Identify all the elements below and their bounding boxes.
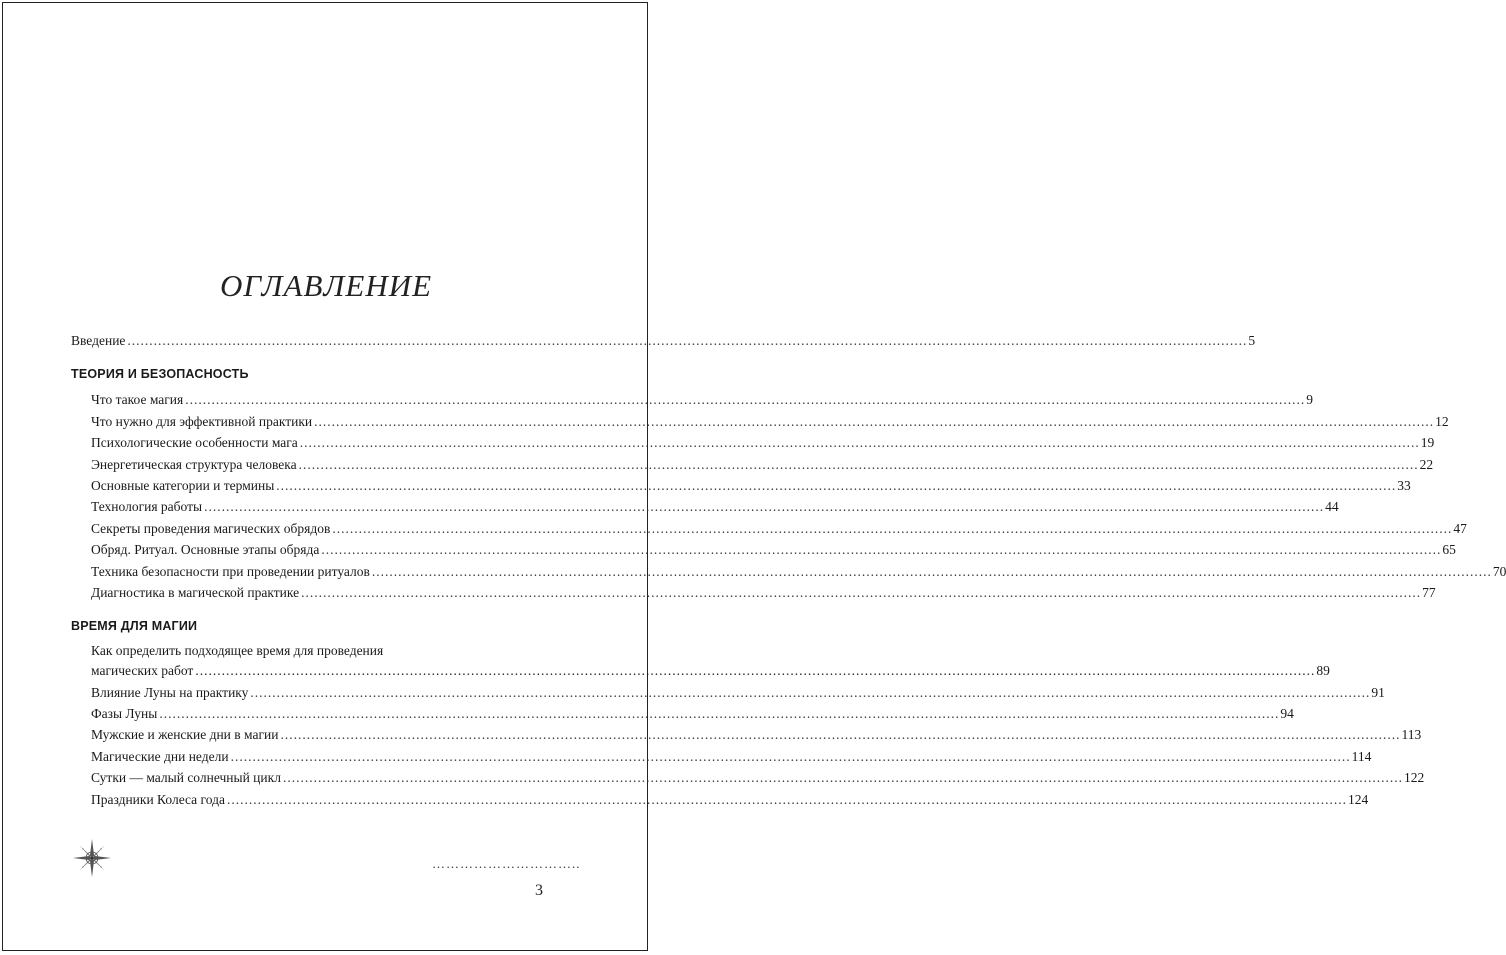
- dot-leader: [185, 389, 1305, 410]
- toc-entry-label: Техника безопасности при проведении ритуалов: [91, 563, 370, 579]
- toc-entry-page: 22: [1419, 456, 1434, 472]
- toc-entry[interactable]: [71, 389, 1313, 410]
- toc-entry[interactable]: [71, 789, 1369, 810]
- toc-entry-label-line2: магических работ: [91, 663, 194, 679]
- toc-entry-label: Обряд. Ритуал. Основные этапы обряда: [91, 542, 320, 558]
- toc-entry-label: Введение: [71, 333, 126, 348]
- toc-entry[interactable]: [71, 582, 1436, 603]
- toc-entry-page: 94: [1280, 706, 1294, 722]
- toc-entry-label: Мужские и женские дни в магии: [91, 727, 279, 743]
- toc-entry[interactable]: [71, 746, 1372, 767]
- section-heading: ТЕОРИЯ И БЕЗОПАСНОСТЬ: [71, 367, 249, 382]
- toc-entry-label: Фазы Луны: [91, 706, 158, 722]
- toc-entry-page: 89: [1316, 663, 1330, 679]
- toc-entry-page: 9: [1306, 392, 1313, 408]
- toc-entry-label: Что нужно для эффективной практики: [91, 413, 313, 429]
- dot-leader: [227, 789, 1347, 810]
- dot-leader: [283, 767, 1403, 788]
- toc-entry-label: Диагностика в магической практике: [91, 584, 300, 600]
- toc-entry-label: Что такое магия: [91, 392, 184, 408]
- toc-entry-label: Психологические особенности мага: [91, 435, 298, 451]
- dot-leader: [159, 703, 1279, 724]
- footer-dot-leader: …………………………..: [432, 856, 581, 871]
- toc-entry-page: 19: [1420, 435, 1435, 451]
- dot-leader: [372, 561, 1492, 582]
- toc-entry[interactable]: [71, 682, 1385, 703]
- dot-leader: [301, 582, 1421, 603]
- dot-leader: [231, 746, 1351, 767]
- toc-entry-page: 12: [1435, 413, 1449, 429]
- toc-entry-page: 122: [1403, 770, 1425, 786]
- toc-entry-line2: [91, 660, 1330, 681]
- toc-entry-page: 91: [1371, 684, 1385, 700]
- toc-entry-label: Влияние Луны на практику: [91, 684, 249, 700]
- dot-leader: [314, 411, 1434, 432]
- toc-entry-page: 33: [1397, 477, 1411, 493]
- dot-leader: [280, 724, 1400, 745]
- dot-leader: [250, 682, 1370, 703]
- toc-entry[interactable]: [71, 475, 1411, 496]
- toc-entry-page: 113: [1401, 727, 1422, 743]
- dot-leader: [127, 330, 1247, 351]
- section-heading: ВРЕМЯ ДЛЯ МАГИИ: [71, 619, 198, 634]
- dot-leader: [276, 475, 1396, 496]
- toc-entry-page: 77: [1422, 584, 1436, 600]
- toc-entry[interactable]: [71, 411, 1449, 432]
- toc-entry-label: Секреты проведения магических обрядов: [91, 520, 331, 536]
- toc-entry-page: 44: [1325, 499, 1339, 515]
- toc-entry-label: Магические дни недели: [91, 748, 229, 764]
- toc-entry[interactable]: [71, 432, 1435, 453]
- toc-entry-label: Энергетическая структура человека: [91, 456, 297, 472]
- toc-entry-page: 114: [1351, 748, 1372, 764]
- toc-entry[interactable]: [71, 454, 1434, 475]
- toc-entry[interactable]: [71, 703, 1294, 724]
- dot-leader: [321, 539, 1441, 560]
- toc-entry-label: Основные категории и термины: [91, 477, 275, 493]
- toc-entry-label: Сутки — малый солнечный цикл: [91, 770, 281, 786]
- table-of-contents: [71, 330, 1506, 810]
- toc-entry-label-line1: Как определить подходящее время для проведения: [91, 643, 384, 659]
- toc-entry-label: Технология работы: [91, 499, 203, 515]
- toc-entry-page: 65: [1442, 542, 1456, 558]
- toc-entry[interactable]: [71, 518, 1467, 539]
- toc-entry[interactable]: [71, 724, 1422, 745]
- dot-leader: [299, 454, 1419, 475]
- page-number: 3: [535, 882, 543, 899]
- toc-entry-page: 70: [1492, 563, 1506, 579]
- toc-entry-page: 5: [1248, 333, 1256, 348]
- dot-leader: [332, 518, 1452, 539]
- toc-entry-intro[interactable]: [71, 330, 1256, 351]
- toc-entry-label: Праздники Колеса года: [91, 791, 225, 807]
- toc-entry[interactable]: [71, 496, 1339, 517]
- toc-entry-page: 124: [1347, 791, 1369, 807]
- toc-entry[interactable]: [71, 767, 1425, 788]
- page-title: ОГЛАВЛЕНИЕ: [219, 268, 433, 303]
- compass-rose-icon: [72, 838, 112, 878]
- dot-leader: [204, 496, 1324, 517]
- dot-leader: [195, 660, 1315, 681]
- toc-entry[interactable]: [71, 561, 1506, 582]
- toc-entry-multiline[interactable]: [71, 641, 1330, 681]
- toc-entry[interactable]: [71, 539, 1456, 560]
- dot-leader: [300, 432, 1420, 453]
- toc-entry-page: 47: [1453, 520, 1467, 536]
